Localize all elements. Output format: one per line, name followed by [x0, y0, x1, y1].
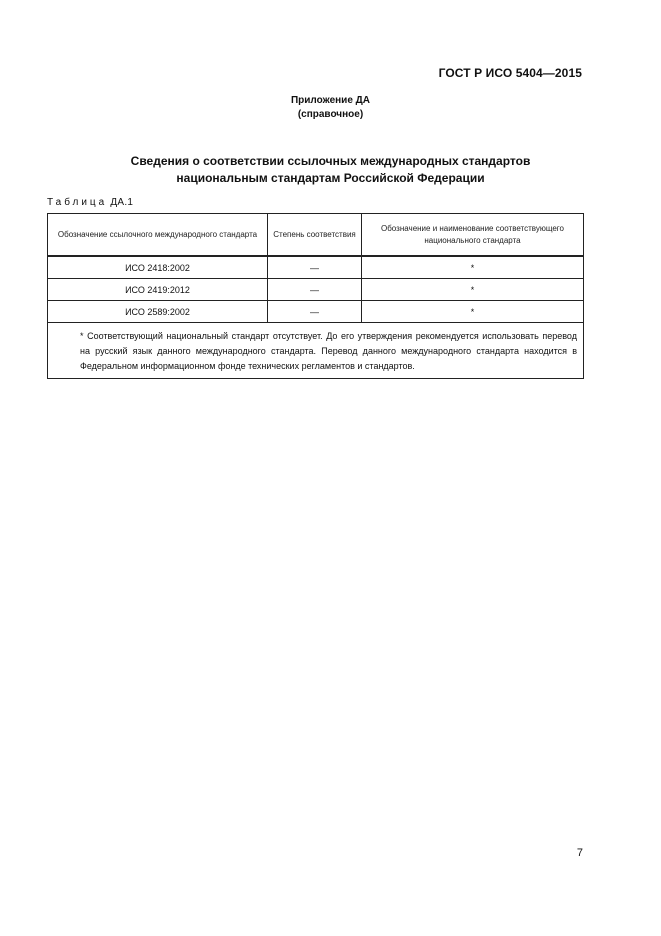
cell-national-standard: * — [362, 279, 584, 301]
cell-national-standard: * — [362, 256, 584, 279]
correspondence-table — [47, 213, 584, 379]
cell-degree: — — [268, 279, 362, 301]
table-row — [48, 256, 584, 279]
cell-international-standard: ИСО 2589:2002 — [48, 301, 268, 323]
column-header-degree-of-correspondence: Степень соответствия — [268, 214, 362, 257]
document-code: ГОСТ Р ИСО 5404—2015 — [438, 66, 582, 80]
column-header-international-standard: Обозначение ссылочного международного стандарта — [48, 214, 268, 257]
table-caption-label: Таблица — [47, 197, 108, 208]
table-footnote-cell — [48, 323, 584, 379]
column-header-national-standard: Обозначение и наименование соответствующего национального стандарта — [362, 214, 584, 257]
annex-title: Приложение ДА — [290, 95, 371, 106]
page-number: 7 — [576, 847, 583, 859]
section-heading-line-2: национальным стандартам Российской Федерации — [176, 171, 485, 185]
table-row — [48, 301, 584, 323]
section-heading — [0, 153, 661, 187]
table-footnote: * Соответствующий национальный стандарт отсутствует. До его утверждения рекомендуется использовать перевод на русский язык данного международного стандарта. Перевод данного международного стандарта находится в Федеральном информационном фонде технических регламентов и стандартов. — [80, 331, 577, 371]
table-footnote-row — [48, 323, 584, 379]
cell-national-standard: * — [362, 301, 584, 323]
table-header-row — [48, 214, 584, 257]
cell-degree: — — [268, 256, 362, 279]
cell-international-standard: ИСО 2418:2002 — [48, 256, 268, 279]
cell-international-standard: ИСО 2419:2012 — [48, 279, 268, 301]
annex-title-block — [0, 94, 661, 122]
table-caption-number: ДА.1 — [110, 197, 134, 208]
section-heading-line-1: Сведения о соответствии ссылочных международных стандартов — [130, 154, 531, 168]
cell-degree: — — [268, 301, 362, 323]
table-row — [48, 279, 584, 301]
table-caption — [47, 197, 133, 208]
annex-subtitle: (справочное) — [297, 109, 364, 120]
